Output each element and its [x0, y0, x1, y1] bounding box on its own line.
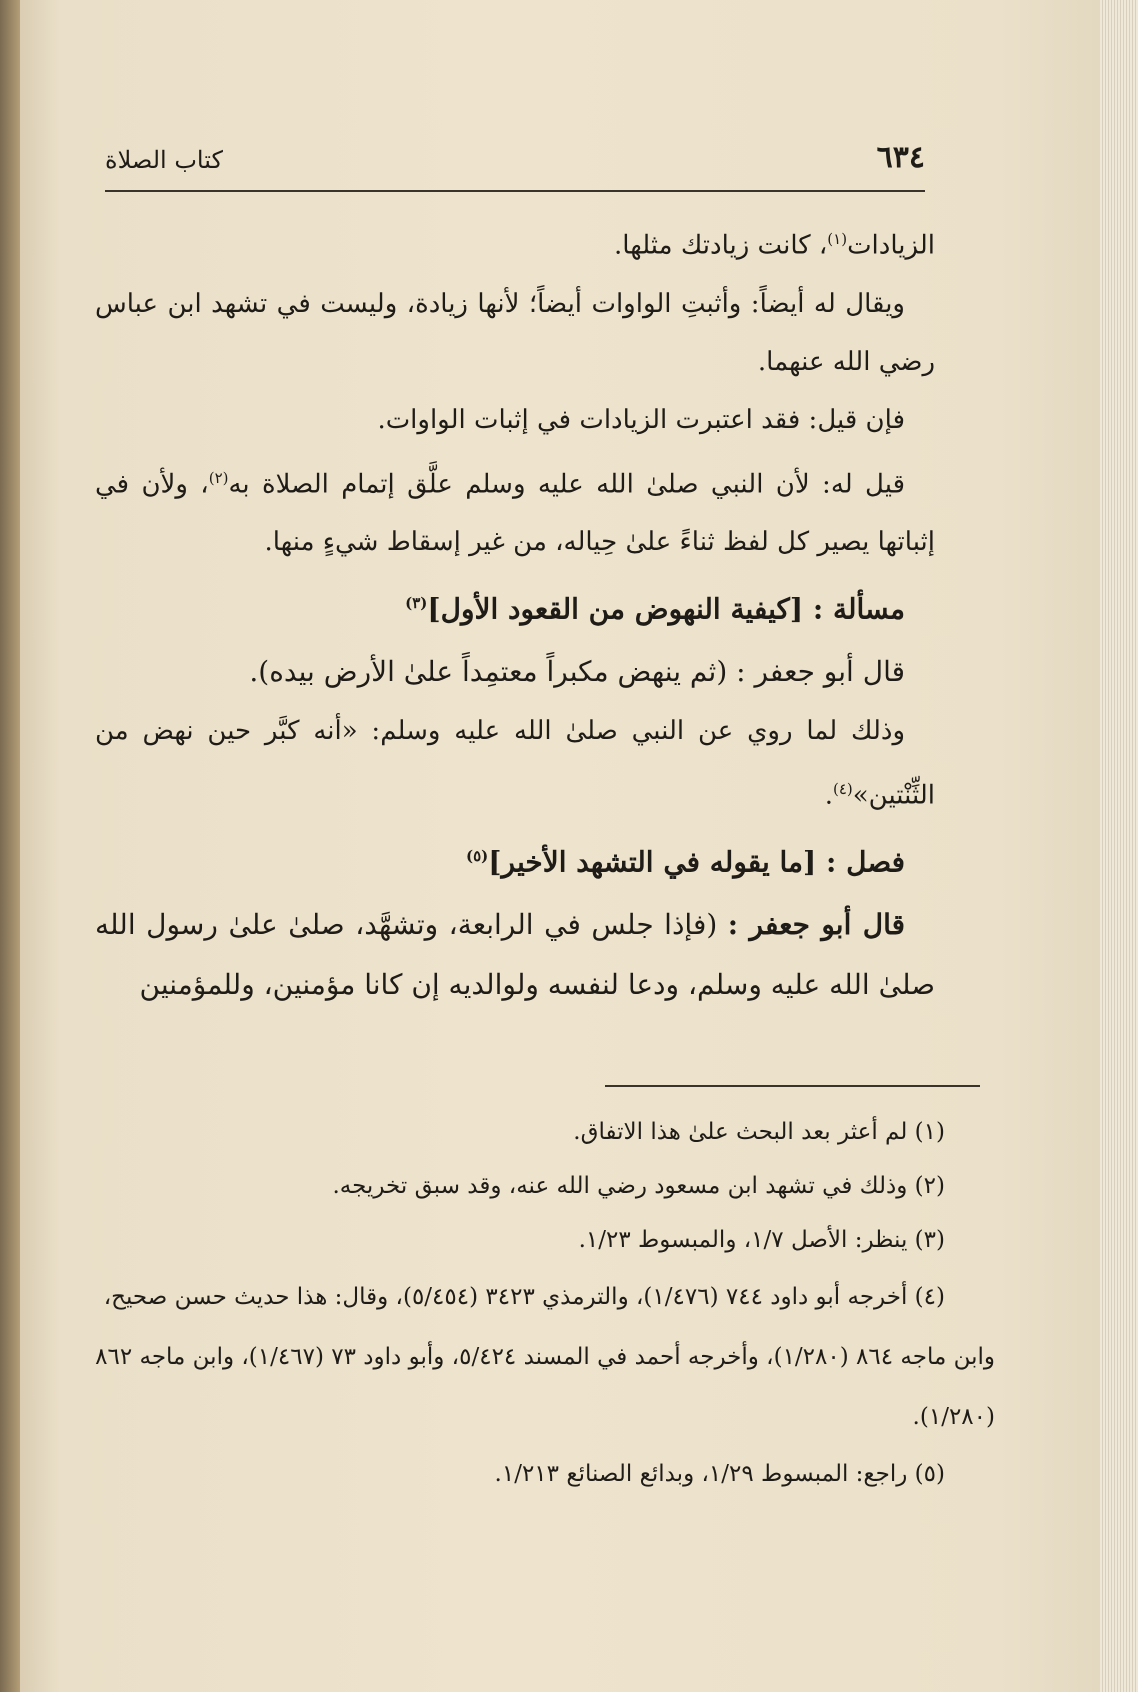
- p6-end: .: [824, 780, 833, 811]
- page-edges: [1100, 0, 1138, 1692]
- paragraph-2: ويقال له أيضاً: وأثبتِ الواوات أيضاً؛ لأنها زيادة، وليست في تشهد ابن عباس رضي الله عنهما.: [95, 288, 935, 377]
- footnote-ref-5: (٥): [466, 847, 489, 866]
- footnote-ref-3: (٣): [405, 594, 428, 613]
- main-text: [95, 210, 935, 1015]
- page-number: ٦٣٤: [876, 140, 925, 175]
- p6-text: وذلك لما روي عن النبي صلىٰ الله عليه وسلم: «أنه كبَّر حين نهض من الثِّنْتين»: [95, 715, 935, 811]
- footnote-ref-1: (١): [827, 230, 848, 248]
- footnote-1: (١) لم أعثر بعد البحث علىٰ هذا الاتفاق.: [573, 1119, 945, 1145]
- p7-lead: قال أبو جعفر :: [727, 907, 906, 941]
- p4-rest: ، ولأن في إثباتها يصير كل لفظ ثناءً علىٰ حِياله، من غير إسقاط شيءٍ منها.: [95, 469, 935, 558]
- p1-rest: ، كانت زيادتك مثلها.: [614, 230, 828, 261]
- paragraph-5: قال أبو جعفر : (ثم ينهض مكبراً معتمِداً علىٰ الأرض بيده).: [249, 654, 905, 688]
- p7-text: (فإذا جلس في الرابعة، وتشهَّد، صلىٰ علىٰ رسول الله صلىٰ الله عليه وسلم، ودعا لنفسه ولوالديه إن كانا مؤمنين، وللمؤمنين: [95, 907, 935, 1001]
- footnote-ref-4: (٤): [832, 779, 853, 798]
- paragraph-3: فإن قيل: فقد اعتبرت الزيادات في إثبات الواوات.: [377, 404, 905, 435]
- p1-text: الزيادات: [847, 230, 935, 261]
- book-spine: [0, 0, 20, 1692]
- paragraph-4: [95, 449, 935, 572]
- heading-1-text: مسألة : [كيفية النهوض من القعود الأول]: [427, 592, 905, 626]
- page-header: [105, 140, 925, 192]
- paragraph-6: [95, 702, 935, 825]
- footnote-5: (٥) راجع: المبسوط ١/٢٩، وبدائع الصنائع ١/٢١٣.: [494, 1461, 945, 1487]
- heading-2-text: فصل : [ما يقوله في التشهد الأخير]: [488, 845, 905, 879]
- running-title: كتاب الصلاة: [105, 146, 223, 174]
- footnotes: [85, 1105, 995, 1501]
- p4-text: قيل له: لأن النبي صلىٰ الله عليه وسلم علَّق إتمام الصلاة به: [228, 469, 906, 500]
- footnote-ref-2: (٢): [208, 468, 229, 487]
- section-heading-fasl: [95, 824, 935, 894]
- paragraph-1: [95, 210, 935, 275]
- footnote-divider: [605, 1085, 980, 1087]
- paragraph-7: [95, 895, 935, 1015]
- footnote-4: (٤) أخرجه أبو داود ٧٤٤ (١/٤٧٦)، والترمذي ٣٤٢٣ (٥/٤٥٤)، وقال: هذا حديث حسن صحيح، وابن ماجه ٨٦٤ (١/٢٨٠)، وأخرجه أحمد في المسند ٥/٤٢٤، وأبو داود ٧٣ (١/٤٦٧)، وابن ماجه ٨٦٢ (١/٢٨٠).: [95, 1284, 995, 1430]
- footnote-3: (٣) ينظر: الأصل ١/٧، والمبسوط ١/٢٣.: [578, 1227, 945, 1253]
- section-heading-masala: [95, 571, 935, 641]
- footnote-2: (٢) وذلك في تشهد ابن مسعود رضي الله عنه، وقد سبق تخريجه.: [332, 1173, 945, 1199]
